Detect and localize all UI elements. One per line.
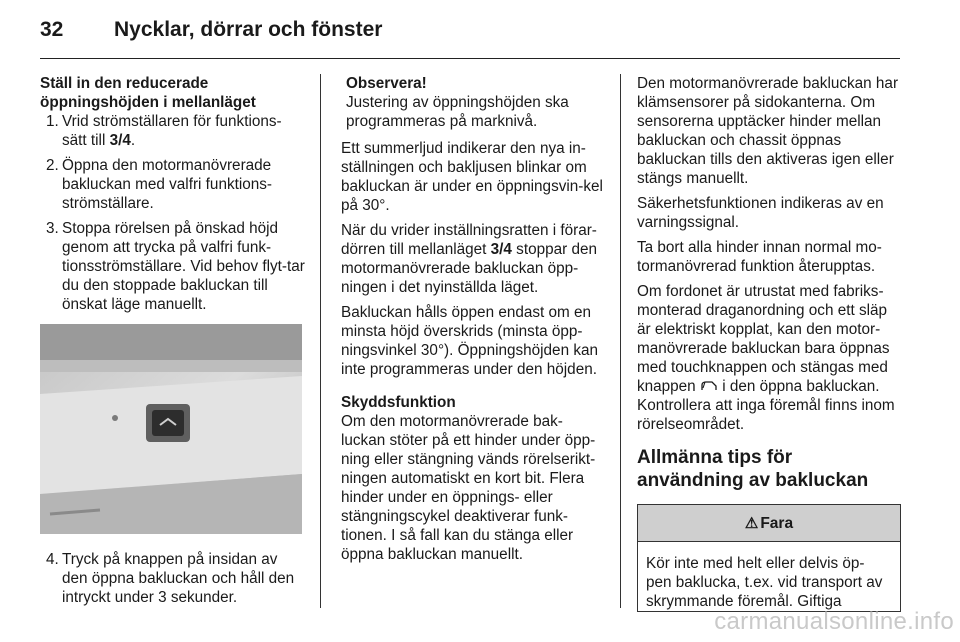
watermark: carmanualsonline.info bbox=[714, 608, 954, 635]
column-divider-2 bbox=[620, 74, 621, 608]
column-3 bbox=[637, 74, 903, 612]
paragraph: Säkerhetsfunktionen indikeras av en varningssignal. bbox=[637, 195, 884, 231]
steps-list-continued bbox=[40, 550, 305, 607]
section-heading-protection: Skyddsfunktion bbox=[341, 394, 456, 411]
column-1 bbox=[40, 74, 305, 613]
note-title: Observera! bbox=[346, 75, 427, 92]
warning-header bbox=[638, 505, 900, 542]
tailgate-close-icon bbox=[700, 380, 718, 392]
paragraph: Bakluckan hålls öppen endast om en minsta höjd överskrids (minsta öpp-ningsvinkel 30°). Öppningshöjden kan inte programmeras under den höjden. bbox=[341, 304, 598, 378]
section-heading-reduced-height: Ställ in den reducerade öppningshöjden i mellanläget bbox=[40, 75, 256, 111]
paragraph: Om fordonet är utrustat med fabriks-monterad draganordning och ett släp är elektriskt kopplat, kan den motor-manövrerade bakluckan bara öppnas med touchknappen och stängas med knappen i den öppna bakluckan. Kontrollera att inga föremål finns inom rörelseområdet. bbox=[637, 283, 895, 433]
section-heading-tips: Allmänna tips för användning av bakluckan bbox=[637, 447, 869, 491]
list-item: 1. Vrid strömställaren för funktions-sätt till 3/4. bbox=[46, 113, 282, 149]
warning-text: Kör inte med helt eller delvis öp-pen baklucka, t.ex. vid transport av skrymmande föremål. Giftiga bbox=[646, 555, 883, 610]
note-box bbox=[341, 74, 607, 131]
note-text: Justering av öppningshöjden ska programmeras på marknivå. bbox=[346, 94, 569, 130]
paragraph: När du vrider inställningsratten i förar-dörren till mellanläget 3/4 stoppar den motormanövrerade bakluckan öpp-ningen i det nyinställda läget. bbox=[341, 222, 597, 296]
page-number: 32 bbox=[40, 18, 64, 41]
tailgate-button-photo bbox=[40, 324, 302, 534]
paragraph: Ta bort alla hinder innan normal mo-tormanövrerad funktion återupptas. bbox=[637, 239, 882, 275]
page-header bbox=[40, 18, 382, 42]
steps-list bbox=[40, 112, 305, 314]
warning-box bbox=[637, 504, 901, 612]
warning-title: Fara bbox=[760, 514, 794, 532]
paragraph: Ett summerljud indikerar den nya in-ställningen och bakljusen blinkar om bakluckan är under en öppningsvin-kel på 30°. bbox=[341, 140, 603, 214]
paragraph: Den motormanövrerade bakluckan har klämsensorer på sidokanterna. Om sensorerna upptäcker hinder mellan bakluckan och chassit öppnas bakluckan tills den aktiveras igen eller stängs manuellt. bbox=[637, 75, 899, 187]
page-title: Nycklar, dörrar och fönster bbox=[114, 18, 383, 41]
paragraph: Om den motormanövrerade bak-luckan stöter på ett hinder under öpp-ning eller stängning vänds rörelserikt-ningen automatiskt en kort bit. Flera hinder under en öppnings- eller stängningscykel deaktiverar funk-tionen. I så fall kan du stänga eller öppna bakluckan manuellt. bbox=[341, 413, 596, 563]
list-item: 4. Tryck på knappen på insidan av den öppna bakluckan och håll den intryckt under 3 sekunder. bbox=[46, 551, 295, 606]
column-divider-1 bbox=[320, 74, 321, 608]
column-2 bbox=[341, 74, 607, 570]
warning-triangle-icon: ⚠ bbox=[744, 514, 759, 532]
header-rule bbox=[40, 58, 900, 59]
list-item: 3. Stoppa rörelsen på önskad höjd genom att trycka på valfri funk-tionsströmställare. Vid behov flyt-tar du den stoppade bakluckan till önskat läge manuellt. bbox=[46, 220, 305, 313]
list-item: 2. Öppna den motormanövrerade bakluckan med valfri funktions-strömställare. bbox=[46, 157, 273, 212]
